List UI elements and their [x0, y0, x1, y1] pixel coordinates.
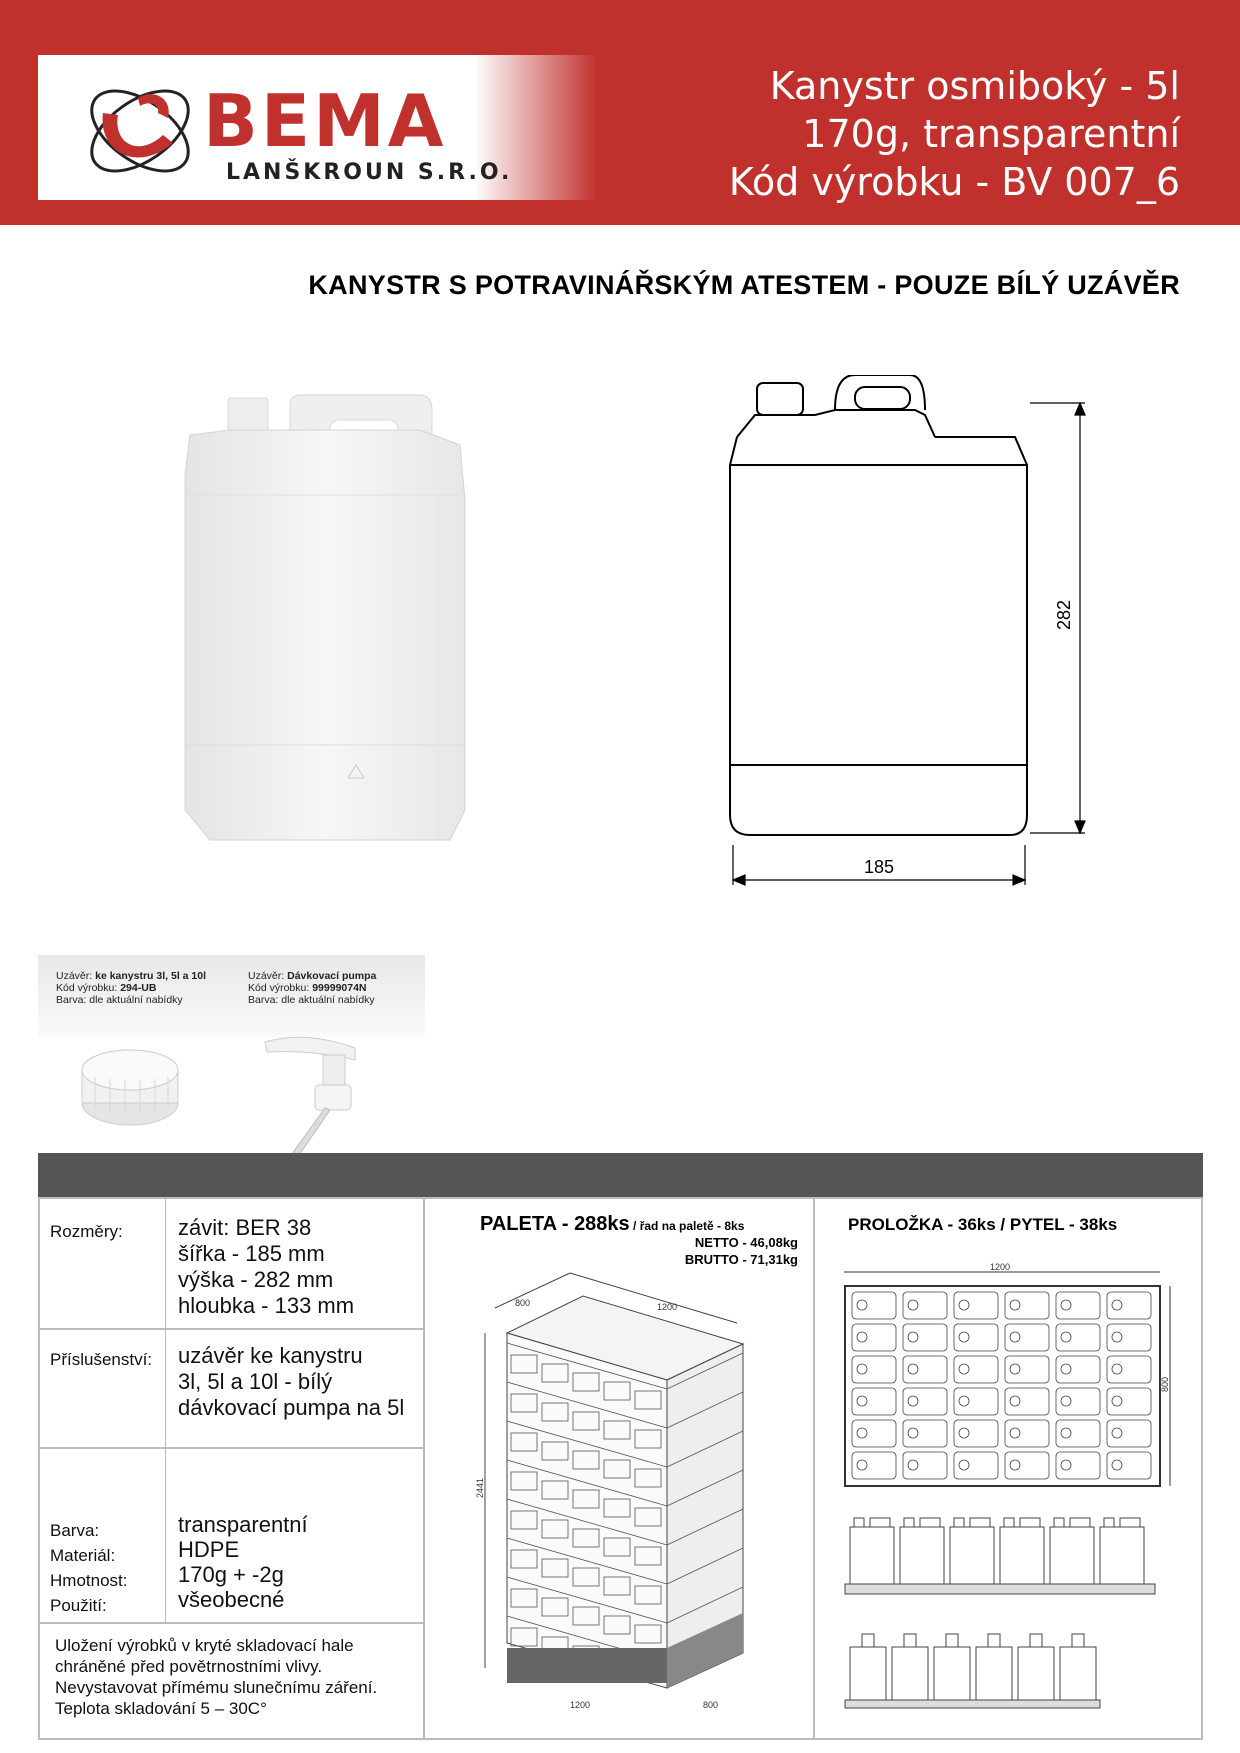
spec-label: Barva:: [50, 1521, 100, 1540]
layer-cell: [1107, 1388, 1151, 1415]
layer-cell: [852, 1420, 896, 1447]
layer-cell-neck: [959, 1332, 969, 1342]
pallet-drawing: [475, 1268, 775, 1723]
side-canister: [900, 1527, 944, 1584]
spec-label: Materiál:: [50, 1546, 116, 1565]
layer-cell: [903, 1452, 947, 1479]
side-canister: [1000, 1527, 1044, 1584]
width-dimension: 185: [863, 857, 895, 877]
layer-cell: [903, 1388, 947, 1415]
layer-cell-neck: [908, 1300, 918, 1310]
layer-cell: [903, 1324, 947, 1351]
side-canister: [892, 1647, 928, 1700]
pallet-dim-top-right: 1200: [657, 1302, 678, 1312]
layer-cell: [852, 1388, 896, 1415]
pallet-dim-bottom-left: 1200: [570, 1700, 591, 1710]
layer-cell: [954, 1292, 998, 1319]
title-line-2: 170g, transparentní: [802, 112, 1180, 156]
paleta-rows: / řad na paletě - 8ks: [629, 1219, 745, 1233]
table-divider: [813, 1197, 815, 1740]
prislusenstvi-label: Příslušenství:: [50, 1350, 153, 1369]
layer-cell: [852, 1452, 896, 1479]
layer-cell-neck: [959, 1300, 969, 1310]
layer-dim-height: 800: [1160, 1376, 1170, 1392]
layer-cell: [1005, 1452, 1049, 1479]
layer-cell-neck: [1010, 1460, 1020, 1470]
canister-drawing: [725, 375, 1105, 905]
storage-note: [55, 1635, 377, 1719]
layer-cell-neck: [908, 1364, 918, 1374]
side-canister-neck: [1054, 1518, 1064, 1527]
layer-cell: [1056, 1292, 1100, 1319]
cap-image: [75, 1045, 185, 1135]
side-canister-neck: [904, 1634, 916, 1647]
note-line: chráněné před povětrnostními vlivy.: [55, 1657, 323, 1676]
layer-cell-neck: [1112, 1332, 1122, 1342]
side-canister: [976, 1647, 1012, 1700]
table-divider: [423, 1197, 425, 1740]
pallet-dim-bottom-right: 800: [703, 1700, 719, 1710]
side-canister-neck: [1004, 1518, 1014, 1527]
acc-label: Kód výrobku:: [248, 982, 310, 994]
layer-cell-neck: [1061, 1460, 1071, 1470]
side-canister-neck: [1104, 1518, 1114, 1527]
side-canister-neck: [954, 1518, 964, 1527]
acc-color: Barva: dle aktuální nabídky: [248, 994, 375, 1006]
side-canister: [1060, 1647, 1096, 1700]
layer-cell-neck: [959, 1428, 969, 1438]
layer-cell-neck: [959, 1364, 969, 1374]
paleta-weights: [685, 1234, 798, 1268]
acc-code: 99999074N: [312, 982, 367, 994]
side-canister: [1018, 1647, 1054, 1700]
side-canister: [850, 1527, 894, 1584]
layer-cell: [903, 1420, 947, 1447]
spec-label: Hmotnost:: [50, 1571, 128, 1590]
spec-value: hloubka - 133 mm: [178, 1293, 355, 1318]
layer-cell-neck: [908, 1396, 918, 1406]
layer-cell-neck: [1061, 1364, 1071, 1374]
layer-dim-width: 1200: [990, 1262, 1011, 1272]
brand-name: BEMA: [203, 79, 447, 163]
spec-value: uzávěr ke kanystru: [178, 1343, 363, 1368]
spec-value: HDPE: [178, 1537, 240, 1562]
height-dimension: 282: [1054, 599, 1074, 631]
layer-cell: [1005, 1356, 1049, 1383]
layer-cell-neck: [857, 1396, 867, 1406]
acc-name: Dávkovací pumpa: [287, 970, 377, 982]
layer-cell: [1107, 1420, 1151, 1447]
rozmery-values: [178, 1215, 354, 1319]
layer-cell-neck: [908, 1460, 918, 1470]
spec-value: výška - 282 mm: [178, 1267, 334, 1292]
paleta-brutto: BRUTTO - 71,31kg: [684, 1252, 798, 1267]
table-divider: [38, 1328, 423, 1330]
layer-cell: [954, 1356, 998, 1383]
layer-cell: [1107, 1452, 1151, 1479]
layer-cell: [1005, 1292, 1049, 1319]
page-title: [729, 62, 1180, 206]
layer-cell-neck: [1010, 1428, 1020, 1438]
paleta-title: [480, 1213, 744, 1236]
layer-cell: [1107, 1356, 1151, 1383]
layer-cell-neck: [857, 1332, 867, 1342]
layer-cell-neck: [1112, 1396, 1122, 1406]
layer-drawing: [840, 1262, 1185, 1732]
pallet-dim-height: 2441: [475, 1477, 485, 1498]
paleta-count: PALETA - 288ks: [480, 1213, 630, 1235]
spec-value: dávkovací pumpa na 5l: [178, 1395, 405, 1420]
rozmery-label: Rozměry:: [50, 1222, 123, 1241]
spec-value: 170g + -2g: [178, 1562, 284, 1587]
table-divider: [38, 1622, 423, 1624]
layer-cell: [954, 1324, 998, 1351]
side-canister-handle: [1020, 1518, 1040, 1527]
side-canister-handle: [870, 1518, 890, 1527]
acc-name: ke kanystru 3l, 5l a 10l: [95, 970, 207, 982]
layer-cell: [954, 1452, 998, 1479]
side-canister-neck: [1072, 1634, 1084, 1647]
spec-value: šířka - 185 mm: [178, 1241, 325, 1266]
side-canister: [850, 1647, 886, 1700]
layer-cell: [1005, 1324, 1049, 1351]
side-canister-handle: [1120, 1518, 1140, 1527]
side-canister: [1050, 1527, 1094, 1584]
layer-cell-neck: [1061, 1300, 1071, 1310]
side-canister-handle: [920, 1518, 940, 1527]
layer-cell-neck: [959, 1396, 969, 1406]
layer-cell: [852, 1324, 896, 1351]
section-divider-bar: [38, 1153, 1203, 1197]
layer-cell: [954, 1420, 998, 1447]
accessory-pump-info: [230, 955, 425, 1037]
layer-cell-neck: [1010, 1300, 1020, 1310]
spec-label: Použití:: [50, 1596, 107, 1615]
material-labels: [50, 1518, 127, 1618]
prislusenstvi-values: [178, 1343, 404, 1421]
note-line: Nevystavovat přímému slunečnímu záření.: [55, 1678, 378, 1697]
spec-value: transparentní: [178, 1512, 308, 1537]
layer-cell: [1005, 1420, 1049, 1447]
layer-cell-neck: [1010, 1364, 1020, 1374]
layer-cell-neck: [1112, 1428, 1122, 1438]
layer-cell-neck: [857, 1428, 867, 1438]
layer-cell-neck: [1112, 1300, 1122, 1310]
layer-cell: [1005, 1388, 1049, 1415]
layer-cell: [852, 1292, 896, 1319]
canister-photo: [170, 390, 520, 890]
layer-cell-neck: [857, 1364, 867, 1374]
layer-cell: [852, 1356, 896, 1383]
layer-cell: [1056, 1452, 1100, 1479]
paleta-netto: NETTO - 46,08kg: [694, 1235, 798, 1250]
side-canister-neck: [988, 1634, 1000, 1647]
layer-cell: [1107, 1292, 1151, 1319]
layer-cell: [954, 1388, 998, 1415]
side-canister: [950, 1527, 994, 1584]
title-line-1: Kanystr osmiboký - 5l: [769, 64, 1180, 108]
layer-cell-neck: [1112, 1364, 1122, 1374]
layer-cell-neck: [857, 1300, 867, 1310]
side-canister-neck: [862, 1634, 874, 1647]
spec-value: všeobecné: [178, 1587, 285, 1612]
spec-value: 3l, 5l a 10l - bílý: [178, 1369, 333, 1394]
side-canister: [1100, 1527, 1144, 1584]
acc-color: Barva: dle aktuální nabídky: [56, 994, 183, 1006]
side-canister-neck: [1030, 1634, 1042, 1647]
table-divider: [165, 1197, 166, 1622]
bema-logo-icon: [78, 73, 208, 193]
acc-code: 294-UB: [120, 982, 157, 994]
side-canister: [934, 1647, 970, 1700]
layer-cell-neck: [1010, 1396, 1020, 1406]
layer-cell-neck: [1061, 1428, 1071, 1438]
side-canister-neck: [904, 1518, 914, 1527]
note-line: Uložení výrobků v kryté skladovací hale: [55, 1636, 354, 1655]
side-canister-handle: [1070, 1518, 1090, 1527]
layer-cell-neck: [1061, 1332, 1071, 1342]
side-canister-handle: [970, 1518, 990, 1527]
layer-cell-neck: [1061, 1396, 1071, 1406]
layer-cell: [1056, 1356, 1100, 1383]
acc-label: Uzávěr:: [248, 970, 285, 982]
pallet-dim-top-left: 800: [515, 1298, 531, 1308]
side-canister-neck: [854, 1518, 864, 1527]
layer-cell-neck: [959, 1460, 969, 1470]
prolozka-title: PROLOŽKA - 36ks / PYTEL - 38ks: [848, 1215, 1118, 1234]
product-subtitle: KANYSTR S POTRAVINÁŘSKÝM ATESTEM - POUZE BÍLÝ UZÁVĚR: [308, 270, 1180, 300]
layer-cell: [1107, 1324, 1151, 1351]
logo-area: [38, 55, 598, 200]
title-line-3: Kód výrobku - BV 007_6: [728, 160, 1180, 204]
layer-cell: [1056, 1324, 1100, 1351]
acc-label: Uzávěr:: [56, 970, 93, 982]
layer-cell-neck: [908, 1332, 918, 1342]
layer-cell-neck: [908, 1428, 918, 1438]
layer-cell: [903, 1356, 947, 1383]
note-line: Teplota skladování 5 – 30C°: [55, 1699, 267, 1718]
layer-cell-neck: [857, 1460, 867, 1470]
layer-cell: [1056, 1388, 1100, 1415]
table-divider: [38, 1447, 423, 1449]
accessory-cap-info: [38, 955, 233, 1037]
layer-cell: [903, 1292, 947, 1319]
brand-subtitle: LANŠKROUN S.R.O.: [226, 160, 513, 185]
layer-cell-neck: [1010, 1332, 1020, 1342]
acc-label: Kód výrobku:: [56, 982, 118, 994]
spec-value: závit: BER 38: [178, 1215, 312, 1240]
side-canister-neck: [946, 1634, 958, 1647]
layer-cell-neck: [1112, 1460, 1122, 1470]
layer-cell: [1056, 1420, 1100, 1447]
material-values: [178, 1512, 308, 1612]
